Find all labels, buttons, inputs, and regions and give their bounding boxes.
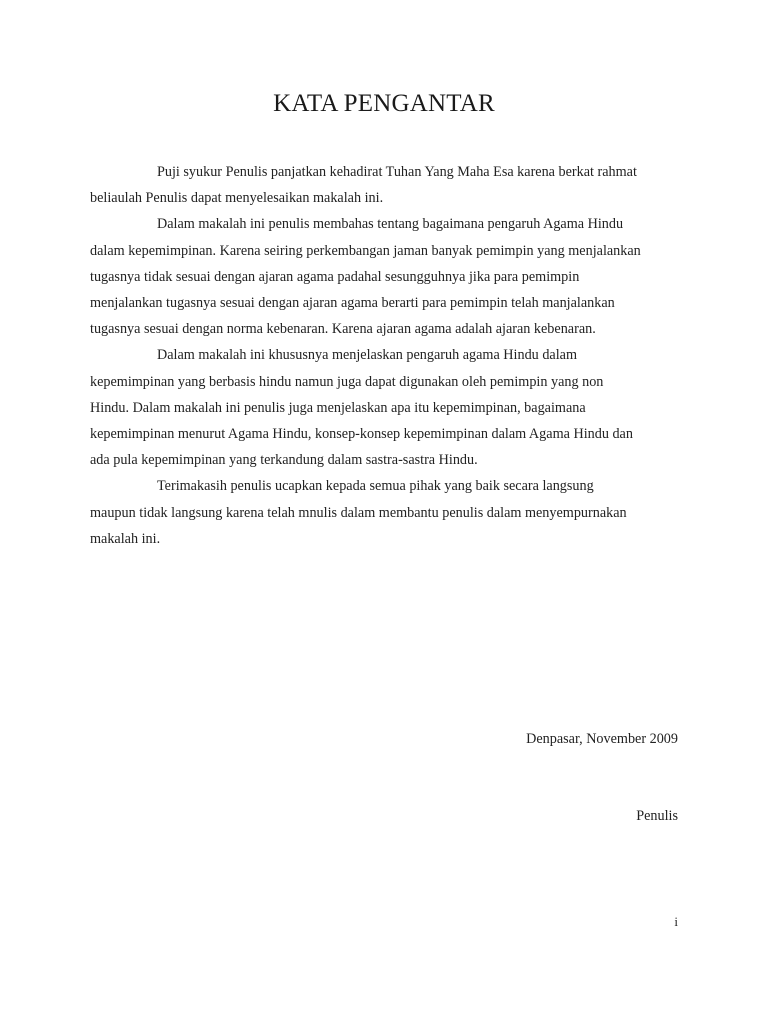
text-line: makalah ini.: [90, 530, 161, 547]
text-line: Hindu. Dalam makalah ini penulis juga menjelaskan apa itu kepemimpinan, bagaimana: [90, 399, 586, 416]
text-line: kepemimpinan yang berbasis hindu namun juga dapat digunakan oleh pemimpin yang non: [90, 373, 604, 390]
text-line: tugasnya tidak sesuai dengan ajaran agama padahal sesungguhnya jika para pemimpin: [90, 268, 580, 285]
place-date: Denpasar, November 2009: [526, 731, 678, 747]
text-line: Dalam makalah ini khususnya menjelaskan pengaruh agama Hindu dalam: [157, 347, 577, 364]
text-line: Puji syukur Penulis panjatkan kehadirat Tuhan Yang Maha Esa karena berkat rahmat: [157, 164, 637, 180]
text-line: tugasnya sesuai dengan norma kebenaran. Karena ajaran agama adalah ajaran kebenaran.: [90, 321, 596, 338]
foreword-body: [90, 159, 680, 552]
text-line: beliaulah Penulis dapat menyelesaikan makalah ini.: [90, 190, 384, 207]
document-title: KATA PENGANTAR: [273, 90, 495, 117]
text-line: menjalankan tugasnya sesuai dengan ajaran agama berarti para pemimpin telah manjalankan: [90, 295, 615, 312]
text-line: kepemimpinan menurut Agama Hindu, konsep-konsep kepemimpinan dalam Agama Hindu dan: [90, 426, 633, 443]
text-line: dalam kepemimpinan. Karena seiring perkembangan jaman banyak pemimpin yang menjalankan: [90, 242, 641, 259]
text-line: Dalam makalah ini penulis membahas tentang bagaimana pengaruh Agama Hindu: [157, 216, 624, 233]
page-number: i: [674, 914, 678, 929]
text-line: maupun tidak langsung karena telah mnulis dalam membantu penulis dalam menyempurnakan: [90, 504, 627, 521]
text-line: Terimakasih penulis ucapkan kepada semua pihak yang baik secara langsung: [157, 478, 594, 495]
text-line: ada pula kepemimpinan yang terkandung dalam sastra-sastra Hindu.: [90, 452, 478, 469]
signature: Penulis: [636, 808, 678, 824]
